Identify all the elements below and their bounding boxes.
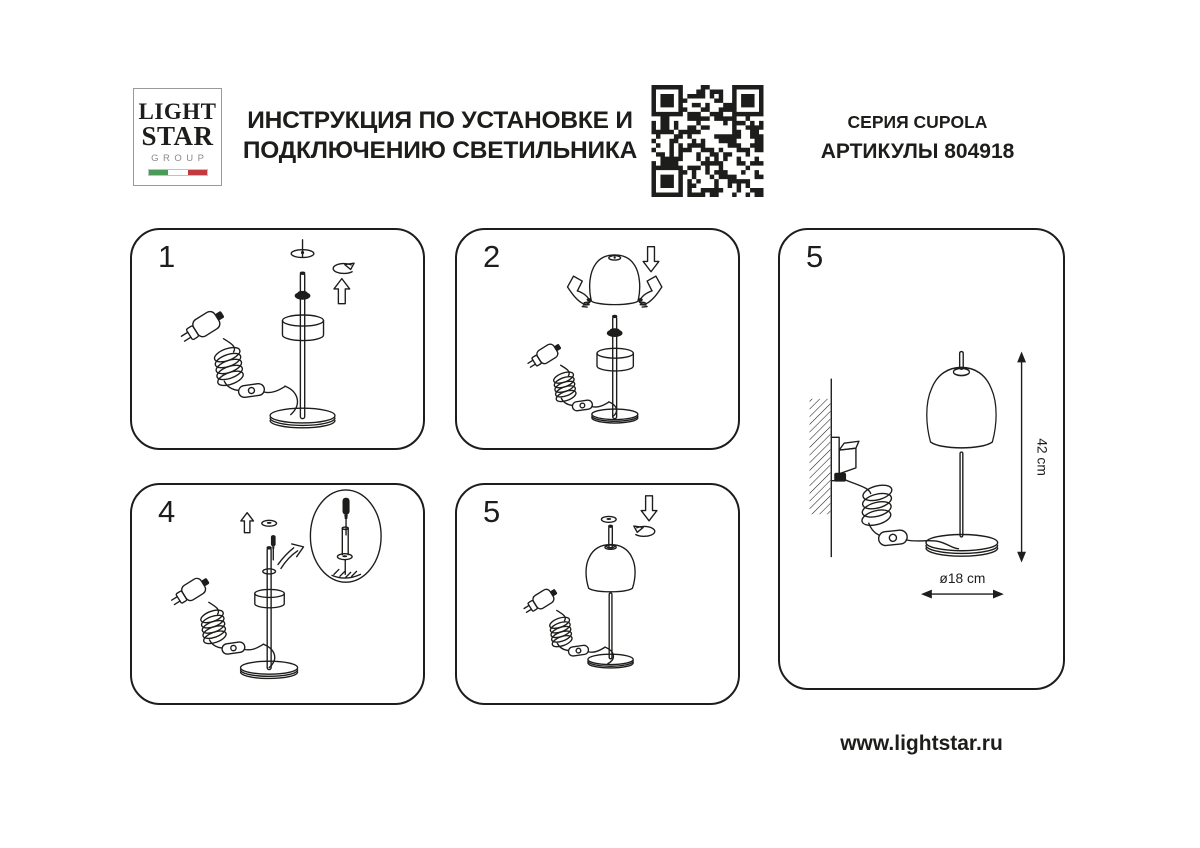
step-4-illustration bbox=[132, 485, 423, 703]
height-dimension-label: 42 cm bbox=[1034, 438, 1050, 476]
right-hand-drawing bbox=[638, 276, 662, 307]
detail-inset-drawing bbox=[310, 490, 381, 582]
lamp-body-drawing bbox=[255, 589, 284, 607]
qr-code bbox=[651, 85, 764, 197]
step-number: 2 bbox=[483, 239, 501, 274]
lamp-shade-drawing bbox=[590, 255, 640, 305]
step-2-illustration bbox=[457, 230, 738, 448]
power-adapter-drawing bbox=[178, 306, 285, 398]
lamp-body-drawing bbox=[282, 315, 323, 341]
lightstar-logo bbox=[133, 88, 222, 186]
panel-step-2 bbox=[455, 228, 740, 450]
up-arrow-icon bbox=[334, 279, 350, 304]
up-arrow-icon bbox=[241, 513, 254, 533]
title-line-1: ИНСТРУКЦИЯ ПО УСТАНОВКЕ И bbox=[247, 107, 633, 134]
final-assembly-illustration bbox=[780, 230, 1063, 688]
step-number: 4 bbox=[158, 494, 176, 529]
step-1-illustration bbox=[132, 230, 423, 448]
diameter-dimension-label: ø18 cm bbox=[939, 571, 986, 587]
panel-step-final bbox=[778, 228, 1065, 690]
logo-group: GROUP bbox=[151, 153, 209, 164]
title-line-2: ПОДКЛЮЧЕНИЮ СВЕТИЛЬНИКА bbox=[242, 137, 638, 164]
left-hand-drawing bbox=[568, 276, 592, 307]
finial-cap-drawing bbox=[601, 516, 616, 522]
finial-cap-drawing bbox=[291, 240, 314, 258]
step-5-illustration bbox=[457, 485, 738, 703]
series-info bbox=[790, 112, 1045, 164]
inline-switch-drawing bbox=[878, 529, 908, 546]
height-dimension-line bbox=[1017, 352, 1049, 563]
panel-step-4 bbox=[130, 483, 425, 705]
wall-drawing bbox=[810, 379, 832, 556]
article-label: АРТИКУЛЫ 804918 bbox=[820, 140, 1015, 163]
grommet-drawing bbox=[607, 328, 623, 337]
grommet-drawing bbox=[295, 291, 311, 300]
step-number: 5 bbox=[806, 239, 824, 274]
rotate-arrow-icon bbox=[333, 263, 354, 273]
lamp-shade-drawing bbox=[586, 545, 635, 592]
panel-step-1 bbox=[130, 228, 425, 450]
website-url: www.lightstar.ru bbox=[840, 732, 1003, 755]
cord-drawing bbox=[285, 386, 298, 414]
step-number: 5 bbox=[483, 494, 501, 529]
power-adapter-drawing bbox=[169, 573, 264, 654]
power-cord-drawing bbox=[845, 480, 958, 549]
qr-code-image bbox=[651, 85, 764, 197]
table-lamp-drawing bbox=[926, 352, 998, 557]
detail-callout-arrow-icon bbox=[278, 544, 304, 569]
cord-drawing bbox=[263, 644, 274, 668]
power-adapter-drawing bbox=[521, 585, 604, 657]
lamp-body-drawing bbox=[597, 348, 633, 371]
panel-step-5 bbox=[455, 483, 740, 705]
italian-flag-icon bbox=[148, 169, 208, 176]
wall-socket-drawing bbox=[831, 437, 859, 481]
page-title bbox=[240, 106, 640, 166]
down-arrow-icon bbox=[641, 496, 657, 521]
diameter-dimension-line bbox=[921, 571, 1004, 598]
down-arrow-icon bbox=[643, 247, 659, 272]
logo-star: STAR bbox=[141, 121, 214, 151]
step-number: 1 bbox=[158, 239, 176, 274]
series-label: СЕРИЯ CUPOLA bbox=[847, 112, 988, 132]
logo-light: LIGHT bbox=[138, 99, 217, 124]
rotate-arrow-icon bbox=[634, 526, 655, 536]
power-adapter-drawing bbox=[525, 340, 608, 412]
lamp-base-drawing bbox=[592, 409, 638, 423]
washer-drawing bbox=[262, 520, 277, 526]
